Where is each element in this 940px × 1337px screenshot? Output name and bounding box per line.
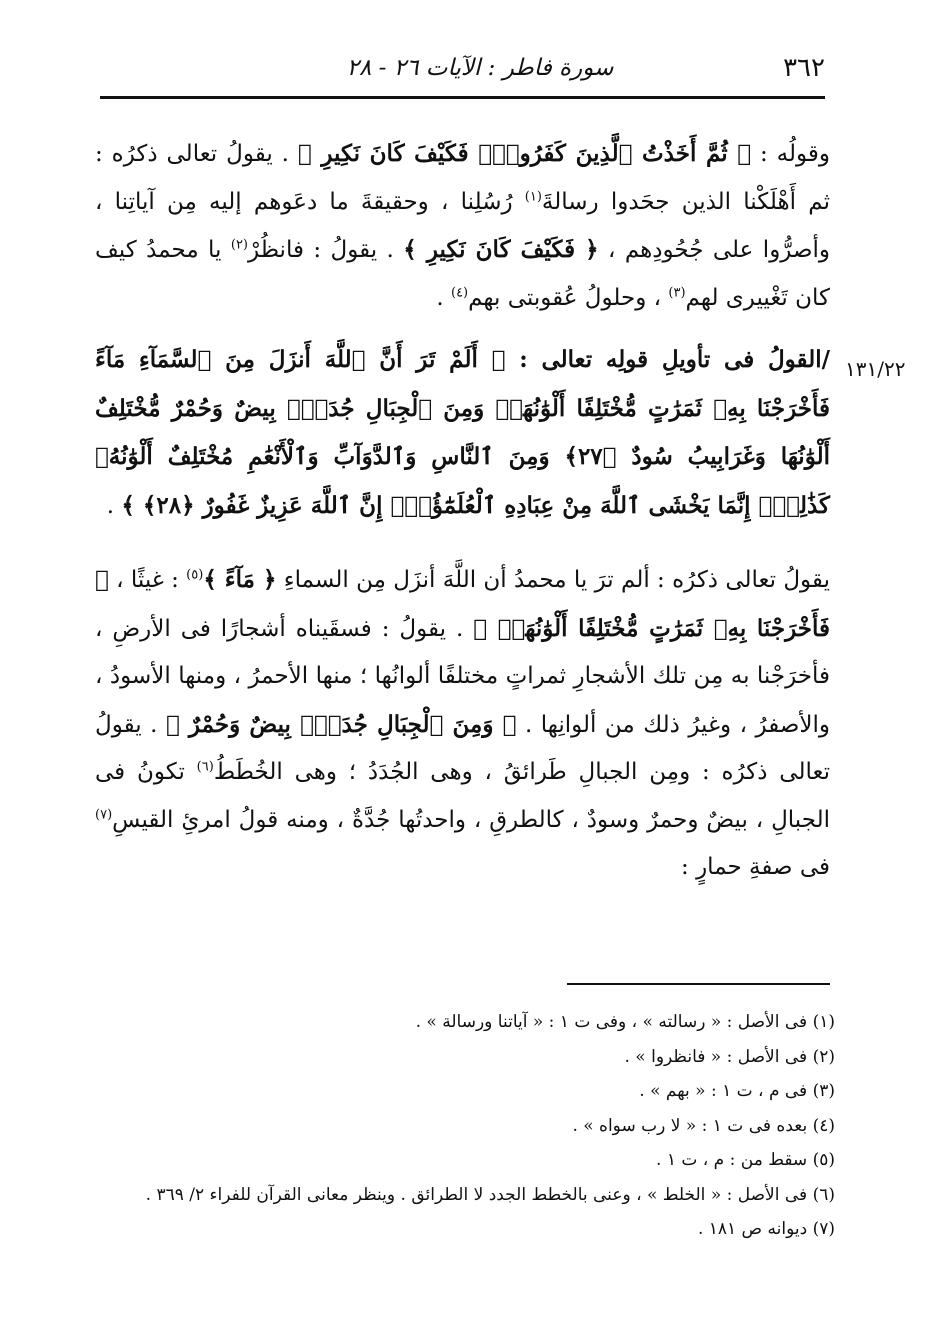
footnote-7: (٧) ديوانه ص ١٨١ . [697, 1219, 835, 1239]
paragraph-3 [95, 556, 830, 892]
margin-reference: ١٣١/٢٢ [845, 357, 906, 381]
footnote-marker-4[interactable]: (٤) [450, 284, 469, 300]
footnote-marker-6[interactable]: (٦) [196, 759, 214, 775]
footnote-5: (٥) سقط من : م ، ت ١ . [656, 1150, 835, 1170]
text-segment: يا محمدُ كيف كان تَغْييرى لهم [95, 237, 830, 311]
footnote-1: (١) فى الأصل : « رسالته » ، وفى ت ١ : « آياتنا ورسالة » . [415, 1012, 835, 1032]
page-header [100, 48, 825, 94]
text-segment: . [436, 284, 451, 311]
paragraph-2 [95, 336, 830, 530]
footnote-marker-1[interactable]: (١) [524, 188, 542, 204]
text-segment: ، وحلولُ عُقوبتى بهم [468, 284, 669, 311]
text-segment: رُسُلِنا ، وحقيقةَ ما دعَوهم إليه مِن آياتِنا ، وأصرُّوا على جُحُودِهم ، [95, 188, 831, 263]
footnote-marker-7[interactable]: (٧) [95, 806, 113, 822]
quran-quote: ﴿ وَمِنَ ٱلْجِبَالِ جُدَدٌۢ بِيضٌ وَحُمْرٌ ﴾ [165, 710, 517, 738]
text-segment: : غيثًا ، [108, 567, 187, 593]
section-heading: /القولُ فى تأويلِ قولِه تعالى : [505, 346, 830, 373]
footnote-marker-5[interactable]: (٥) [186, 567, 204, 583]
text-segment: فى صفةِ حمارٍ : [681, 854, 830, 880]
quran-quote: ﴿ ثُمَّ أَخَذْتُ ٱلَّذِينَ كَفَرُوا۟ۖ فَكَيْفَ كَانَ نَكِيرِ ﴾ [297, 140, 752, 167]
footnote-2: (٢) فى الأصل : « فانظروا » . [624, 1046, 835, 1067]
text-segment: . يقولُ : فانظُرْ [248, 237, 404, 263]
footnotes [95, 1005, 835, 1247]
text-segment: تكونُ فى الجبالِ ، بيضٌ وحمرٌ وسودٌ ، كالطرقِ ، واحدتُها جُدَّةٌ ، ومنه قولُ امرئِ القيسِ [95, 759, 830, 833]
text-segment: . يقولُ : فسقَيناه أشجارًا فى الأرضِ ، فأخرَجْنا به مِن تلك الأشجارِ ثمراتٍ مختلفًا ألوانُها ؛ منها الأحمرُ ، ومنها الأسودُ ، والأصفرُ ، وغيرُ ذلك من ألوانِها . [95, 615, 831, 738]
quran-quote: ﴿ مَآءً ﴾ [203, 566, 277, 593]
text-segment: . يقولُ تعالى ذكرُه : ثم أَهْلَكْنا الذين جحَدوا رسالةَ [95, 141, 830, 215]
quran-quote: ﴿ فَكَيْفَ كَانَ نَكِيرِ ﴾ [403, 236, 599, 263]
footnote-3: (٣) فى م ، ت ١ : « بهم » . [639, 1081, 835, 1101]
header-rule [100, 96, 825, 99]
main-text [95, 130, 830, 892]
text-segment: يقولُ تعالى ذكرُه : ألم ترَ يا محمدُ أن اللَّهَ أنزَل مِن السماءِ [276, 567, 830, 593]
paragraph-1 [95, 130, 830, 322]
text-segment: وقولُه : [751, 141, 830, 167]
footnote-marker-2[interactable]: (٢) [230, 237, 248, 253]
text-segment: . يقولُ تعالى ذكرُه : ومِن الجبالِ طَرائقُ ، وهى الجُدَدُ ؛ وهى الخُطَطُ [95, 711, 830, 785]
running-title: سورة فاطر : الآيات ٢٦ - ٢٨ [346, 55, 614, 81]
quran-quote: ﴿ أَلَمْ تَرَ أَنَّ ٱللَّهَ أَنزَلَ مِنَ ٱلسَّمَآءِ مَآءً فَأَخْرَجْنَا بِهِۦ ثَمَرَٰتٍ مُّخْتَلِفًا أَلْوَٰنُهَاۚ وَمِنَ ٱلْجِبَالِ جُدَدٌۢ بِيضٌ وَحُمْرٌ مُّخْتَلِفٌ أَلْوَٰنُهَا وَغَرَابِيبُ سُودٌ ﴿٢٧﴾ وَمِنَ ٱلنَّاسِ وَٱلدَّوَآبِّ وَٱلْأَنْعَٰمِ مُخْتَلِفٌ أَلْوَٰنُهُۥ كَذَٰلِكَۗ إِنَّمَا يَخْشَى ٱللَّهَ مِنْ عِبَادِهِ ٱلْعُلَمَٰٓؤُا۟ۗ إِنَّ ٱللَّهَ عَزِيزٌ غَفُورٌ ﴿٢٨﴾ ﴾ [95, 346, 830, 519]
quran-quote: ﴿ فَأَخْرَجْنَا بِهِۦ ثَمَرَٰتٍ مُّخْتَلِفًا أَلْوَٰنُهَاۚ ﴾ [95, 566, 830, 642]
footnote-separator [567, 983, 830, 985]
footnote-marker-3[interactable]: (٣) [668, 284, 686, 300]
text-segment: . [106, 492, 122, 519]
footnote-6: (٦) فى الأصل : « الخلط » ، وعنى بالخطط الجدد لا الطرائق . وينظر معانى القرآن للفراء ٢/ ٣٦٩ . [145, 1184, 835, 1205]
footnote-4: (٤) بعده فى ت ١ : « لا رب سواه » . [572, 1115, 835, 1136]
page-number: ٣٦٢ [783, 53, 825, 83]
